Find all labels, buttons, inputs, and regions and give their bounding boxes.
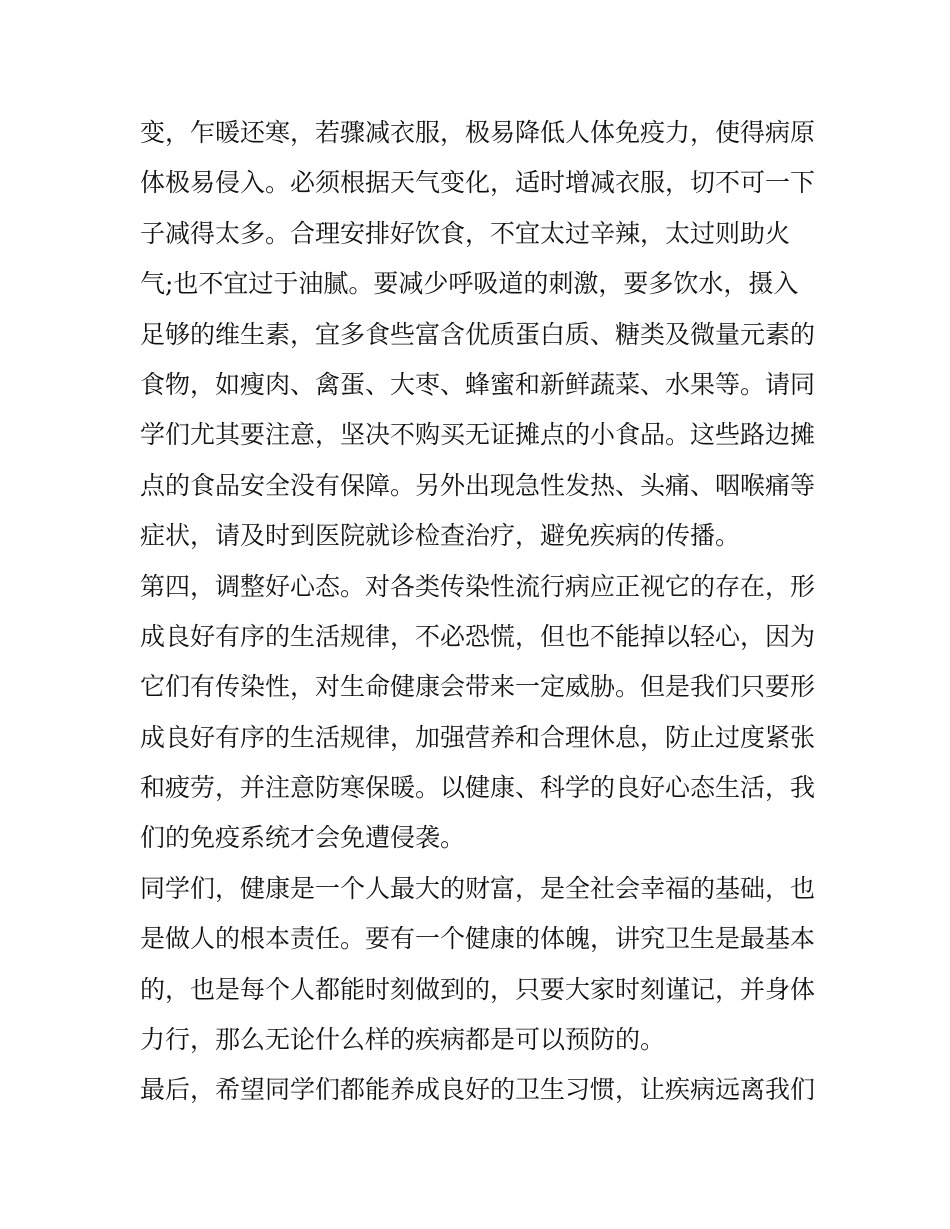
text-line: 它们有传染性，对生命健康会带来一定威胁。但是我们只要形 bbox=[140, 672, 816, 702]
text-line: 体极易侵入。必须根据天气变化，适时增减衣服，切不可一下 bbox=[140, 168, 816, 198]
text-line: 和疲劳，并注意防寒保暖。以健康、科学的良好心态生活，我 bbox=[140, 773, 816, 803]
text-line: 同学们，健康是一个人最大的财富，是全社会幸福的基础，也 bbox=[140, 873, 816, 903]
text-line: 症状，请及时到医院就诊检查治疗，避免疾病的传播。 bbox=[140, 521, 741, 551]
text-line: 学们尤其要注意，坚决不购买无证摊点的小食品。这些路边摊 bbox=[140, 420, 816, 450]
text-line: 变，乍暖还寒，若骤减衣服，极易降低人体免疫力，使得病原 bbox=[140, 118, 816, 147]
text-line: 足够的维生素，宜多食些富含优质蛋白质、糖类及微量元素的 bbox=[140, 319, 816, 349]
text-line: 第四，调整好心态。对各类传染性流行病应正视它的存在，形 bbox=[140, 571, 816, 601]
text-line: 成良好有序的生活规律，不必恐慌，但也不能掉以轻心，因为 bbox=[140, 621, 816, 651]
document-body bbox=[140, 108, 820, 1116]
text-line: 力行，那么无论什么样的疾病都是可以预防的。 bbox=[140, 1025, 666, 1055]
text-line: 的，也是每个人都能时刻做到的，只要大家时刻谨记，并身体 bbox=[140, 974, 816, 1004]
text-line: 气;也不宜过于油腻。要减少呼吸道的刺激，要多饮水，摄入 bbox=[140, 269, 799, 299]
text-line: 食物，如瘦肉、禽蛋、大枣、蜂蜜和新鲜蔬菜、水果等。请同 bbox=[140, 369, 816, 399]
text-line: 成良好有序的生活规律，加强营养和合理休息，防止过度紧张 bbox=[140, 722, 816, 752]
text-line: 子减得太多。合理安排好饮食，不宜太过辛辣，太过则助火 bbox=[140, 218, 791, 248]
text-line: 们的免疫系统才会免遭侵袭。 bbox=[140, 823, 466, 853]
text-line: 最后，希望同学们都能养成良好的卫生习惯，让疾病远离我们 bbox=[140, 1075, 816, 1105]
text-line: 是做人的根本责任。要有一个健康的体魄，讲究卫生是最基本 bbox=[140, 924, 816, 954]
text-line: 点的食品安全没有保障。另外出现急性发热、头痛、咽喉痛等 bbox=[140, 470, 816, 500]
